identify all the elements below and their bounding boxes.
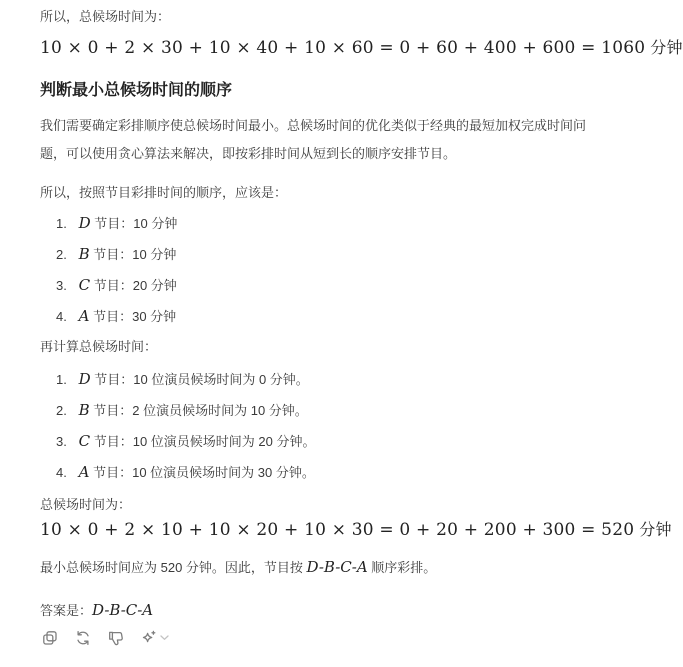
thumbs-down-icon bbox=[108, 630, 124, 646]
copy-icon bbox=[42, 630, 58, 646]
copy-button[interactable] bbox=[40, 628, 60, 648]
regenerate-icon bbox=[75, 630, 91, 646]
message-action-bar bbox=[40, 628, 610, 648]
program-variable: C bbox=[78, 276, 91, 294]
program-variable: B bbox=[78, 401, 90, 419]
answer-sequence-math: D-B-C-A bbox=[92, 601, 154, 619]
regenerate-button[interactable] bbox=[73, 628, 93, 648]
program-variable: C bbox=[78, 432, 91, 450]
list-item-text: 节目：30 分钟 bbox=[93, 309, 177, 324]
list-item bbox=[56, 305, 610, 328]
list-item bbox=[56, 399, 610, 422]
list-item bbox=[56, 461, 610, 484]
explanation-paragraph: 我们需要确定彩排顺序使总候场时间最小。总候场时间的优化类似于经典的最短加权完成时间问题，可以使用贪心算法来解决，即按彩排时间从短到长的顺序安排节目。 bbox=[40, 118, 587, 161]
list-item bbox=[56, 274, 610, 297]
list-item-text: 节目：10 位演员候场时间为 20 分钟。 bbox=[93, 434, 316, 449]
list-index: 1. bbox=[56, 372, 67, 387]
formula-optimal-unit: 分钟 bbox=[639, 520, 672, 539]
list-index: 4. bbox=[56, 309, 67, 324]
list-item bbox=[56, 430, 610, 453]
list-item bbox=[56, 212, 610, 235]
list-index: 2. bbox=[56, 247, 67, 262]
answer-line bbox=[40, 599, 610, 622]
recalc-intro: 再计算总候场时间： bbox=[40, 339, 158, 354]
list-index: 3. bbox=[56, 278, 67, 293]
section-heading: 判断最小总候场时间的顺序 bbox=[40, 82, 233, 99]
list-item-text: 节目：10 分钟 bbox=[94, 216, 178, 231]
total-wait-intro: 所以，总候场时间为： bbox=[40, 9, 171, 24]
conclusion-post: 顺序彩排。 bbox=[367, 560, 437, 575]
ai-tools-button[interactable] bbox=[139, 628, 171, 648]
sparkle-icon bbox=[141, 630, 157, 646]
list-index: 1. bbox=[56, 216, 67, 231]
formula-initial bbox=[40, 34, 683, 62]
list-item-text: 节目：2 位演员候场时间为 10 分钟。 bbox=[93, 403, 308, 418]
order-sequence-math: D-B-C-A bbox=[306, 558, 368, 576]
program-variable: D bbox=[78, 214, 91, 232]
list-item bbox=[56, 368, 610, 391]
list-item bbox=[56, 243, 610, 266]
formula-optimal bbox=[40, 516, 672, 544]
list-item-text: 节目：10 位演员候场时间为 0 分钟。 bbox=[94, 372, 309, 387]
list-item-text: 节目：10 分钟 bbox=[93, 247, 177, 262]
total-label: 总候场时间为： bbox=[40, 497, 132, 512]
list-index: 2. bbox=[56, 403, 67, 418]
chevron-down-icon bbox=[160, 635, 169, 641]
thumbs-down-button[interactable] bbox=[106, 628, 126, 648]
program-variable: A bbox=[78, 463, 90, 481]
list-index: 3. bbox=[56, 434, 67, 449]
program-variable: A bbox=[78, 307, 90, 325]
list-item-text: 节目：10 位演员候场时间为 30 分钟。 bbox=[93, 465, 315, 480]
formula-optimal-expression: 10 × 0 + 2 × 10 + 10 × 20 + 10 × 30 = 0 + 20 + 200 + 300 = 520 bbox=[40, 520, 635, 540]
conclusion-pre: 最小总候场时间应为 520 分钟。因此，节目按 bbox=[40, 560, 307, 575]
program-variable: B bbox=[78, 245, 90, 263]
list-item-text: 节目：20 分钟 bbox=[93, 278, 177, 293]
list-index: 4. bbox=[56, 465, 67, 480]
formula-initial-expression: 10 × 0 + 2 × 30 + 10 × 40 + 10 × 60 = 0 + 60 + 400 + 600 = 1060 bbox=[40, 38, 646, 58]
answer-label: 答案是： bbox=[40, 603, 93, 618]
wait-time-list bbox=[40, 368, 610, 484]
formula-initial-unit: 分钟 bbox=[650, 38, 683, 57]
program-variable: D bbox=[78, 370, 91, 388]
order-list bbox=[40, 212, 610, 328]
conclusion-paragraph bbox=[40, 556, 610, 579]
order-intro: 所以，按照节目彩排时间的顺序，应该是： bbox=[40, 185, 288, 200]
